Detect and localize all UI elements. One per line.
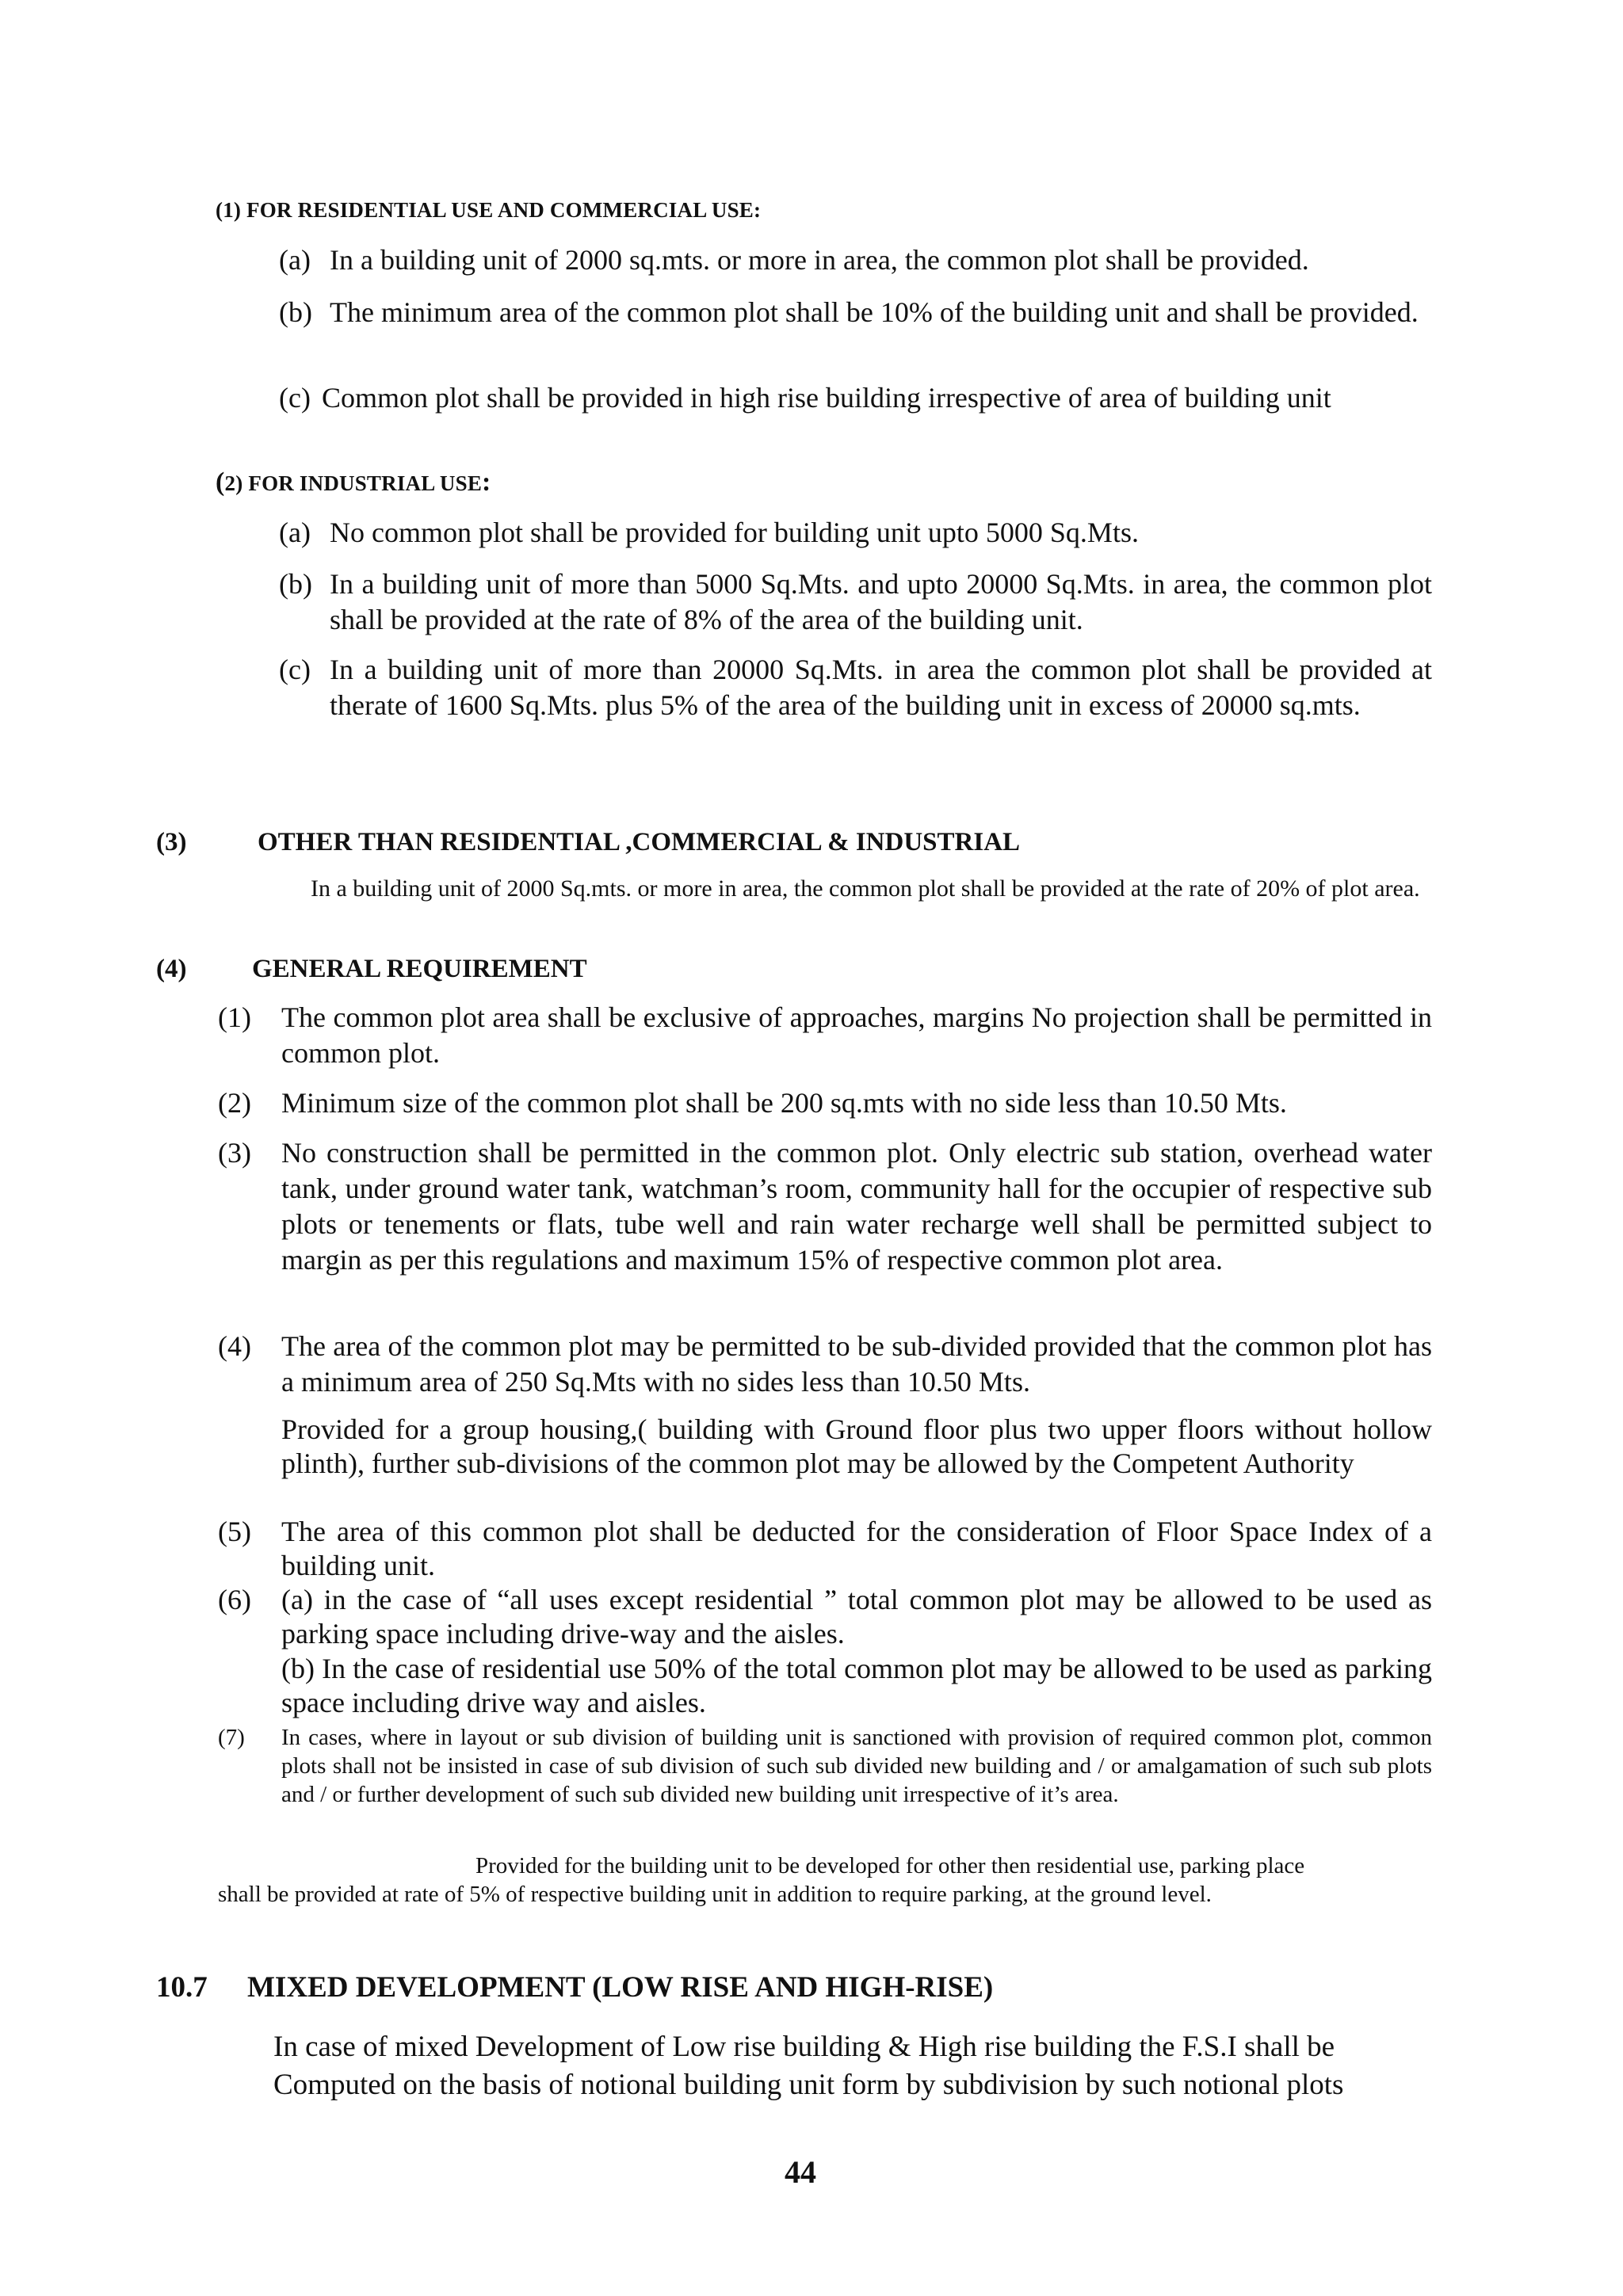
section-4-item-7-proviso-line1: Provided for the building unit to be developed for other then residential use, parking place (475, 1853, 1305, 1878)
item-text: In a building unit of 2000 sq.mts. or more in area, the common plot shall be provided. (330, 244, 1309, 276)
item-label: (a) (279, 244, 311, 276)
section-3-text: In a building unit of 2000 Sq.mts. or more in area, the common plot shall be provided at the rate of 20% of plot area. (311, 875, 1420, 902)
section-4-item-1 (218, 1000, 1432, 1071)
page-number: 44 (785, 2154, 816, 2190)
item-label: (c) (279, 382, 311, 414)
item-label: (b) (279, 568, 312, 600)
section-1-item-c (279, 380, 1444, 416)
item-label: (a) (279, 517, 311, 548)
item-label: (4) (218, 1330, 251, 1362)
item-text: Common plot shall be provided in high rise building irrespective of area of building unit (322, 382, 1331, 414)
section-4-item-4 (218, 1329, 1432, 1400)
item-label: (b) (279, 296, 312, 328)
item-text: In a building unit of more than 5000 Sq.Mts. and upto 20000 Sq.Mts. in area, the common plot shall be provided at the rate of 8% of the area of the building unit. (330, 568, 1432, 635)
item-label: (3) (218, 1137, 251, 1169)
section-4-number: (4) (156, 955, 187, 983)
section-1-item-b (279, 295, 1432, 330)
section-2-heading: (2) FOR INDUSTRIAL USE: (216, 467, 491, 497)
item-label: (6) (218, 1584, 251, 1615)
section-4-item-2 (218, 1085, 1432, 1121)
item-text: In a building unit of more than 20000 Sq.Mts. in area the common plot shall be provided at therate of 1600 Sq.Mts. plus 5% of the area of the building unit in excess of 20000 sq.mts. (330, 654, 1432, 721)
item-text: Minimum size of the common plot shall be 200 sq.mts with no side less than 10.50 Mts. (281, 1087, 1287, 1119)
section-4-item-7-text: In cases, where in layout or sub division of building unit is sanctioned with provision of required common plot, common plots shall not be insisted in case of sub division of such sub divided new building and / or amalgamation of such sub plots and / or further development of such sub divided new building unit irrespective of it’s area. (281, 1725, 1432, 1807)
proviso-text: Provided for a group housing,( building with Ground floor plus two upper floors without hollow plinth), further sub-divisions of the common plot may be allowed by the Competent Authority (281, 1413, 1432, 1479)
item-label: (c) (279, 654, 311, 685)
section-2-item-b (279, 566, 1432, 638)
section-1-heading: (1) FOR RESIDENTIAL USE AND COMMERCIAL USE: (216, 198, 762, 222)
item-label: (2) (218, 1087, 251, 1119)
item-text: The common plot area shall be exclusive of approaches, margins No projection shall be permitted in common plot. (281, 1001, 1432, 1069)
section-4-title: GENERAL REQUIREMENT (252, 955, 587, 983)
section-2-item-a (279, 515, 1432, 551)
section-2-item-c (279, 652, 1432, 723)
item-text: The area of the common plot may be permitted to be sub-divided provided that the common plot has a minimum area of 250 Sq.Mts with no sides less than 10.50 Mts. (281, 1330, 1432, 1398)
item-label: (5) (218, 1516, 251, 1547)
item-label: (1) (218, 1001, 251, 1033)
section-4-item-7-label: (7) (218, 1725, 245, 1750)
section-1-item-a (279, 242, 1432, 278)
item-text: No construction shall be permitted in the common plot. Only electric sub station, overhead water tank, under ground water tank, watchman’s room, community hall for the occupier of respective sub plots or tenements or flats, tube well and rain water recharge well shall be permitted subject to margin as per this regulations and maximum 15% of respective common plot area. (281, 1137, 1432, 1276)
section-10-7-line2: Computed on the basis of notional building unit form by subdivision by such notional plots (273, 2069, 1344, 2101)
section-4-item-5 (218, 1515, 1432, 1583)
section-4-item-3 (218, 1135, 1432, 1278)
item-text-b: (b) In the case of residential use 50% of the total common plot may be allowed to be used as parking space including drive way and aisles. (281, 1653, 1432, 1718)
section-4-proviso (281, 1413, 1432, 1481)
item-text: The area of this common plot shall be deducted for the consideration of Floor Space Index of a building unit. (281, 1516, 1432, 1581)
item-text: No common plot shall be provided for building unit upto 5000 Sq.Mts. (330, 517, 1139, 548)
section-3-number: (3) (156, 828, 187, 856)
section-3-title: OTHER THAN RESIDENTIAL ,COMMERCIAL & INDUSTRIAL (258, 828, 1021, 856)
section-10-7-title: MIXED DEVELOPMENT (LOW RISE AND HIGH-RISE) (247, 1971, 994, 2004)
item-text-a: (a) in the case of “all uses except residential ” total common plot may be allowed to be used as parking space including drive-way and the aisles. (281, 1584, 1432, 1650)
section-4-item-6 (218, 1583, 1432, 1720)
section-10-7-number: 10.7 (156, 1971, 208, 2004)
item-text: The minimum area of the common plot shall be 10% of the building unit and shall be provided. (330, 296, 1419, 328)
section-10-7-line1: In case of mixed Development of Low rise building & High rise building the F.S.I shall be (273, 2031, 1335, 2063)
section-4-item-7-proviso-line2: shall be provided at rate of 5% of respective building unit in addition to require parking, at the ground level. (218, 1882, 1212, 1907)
